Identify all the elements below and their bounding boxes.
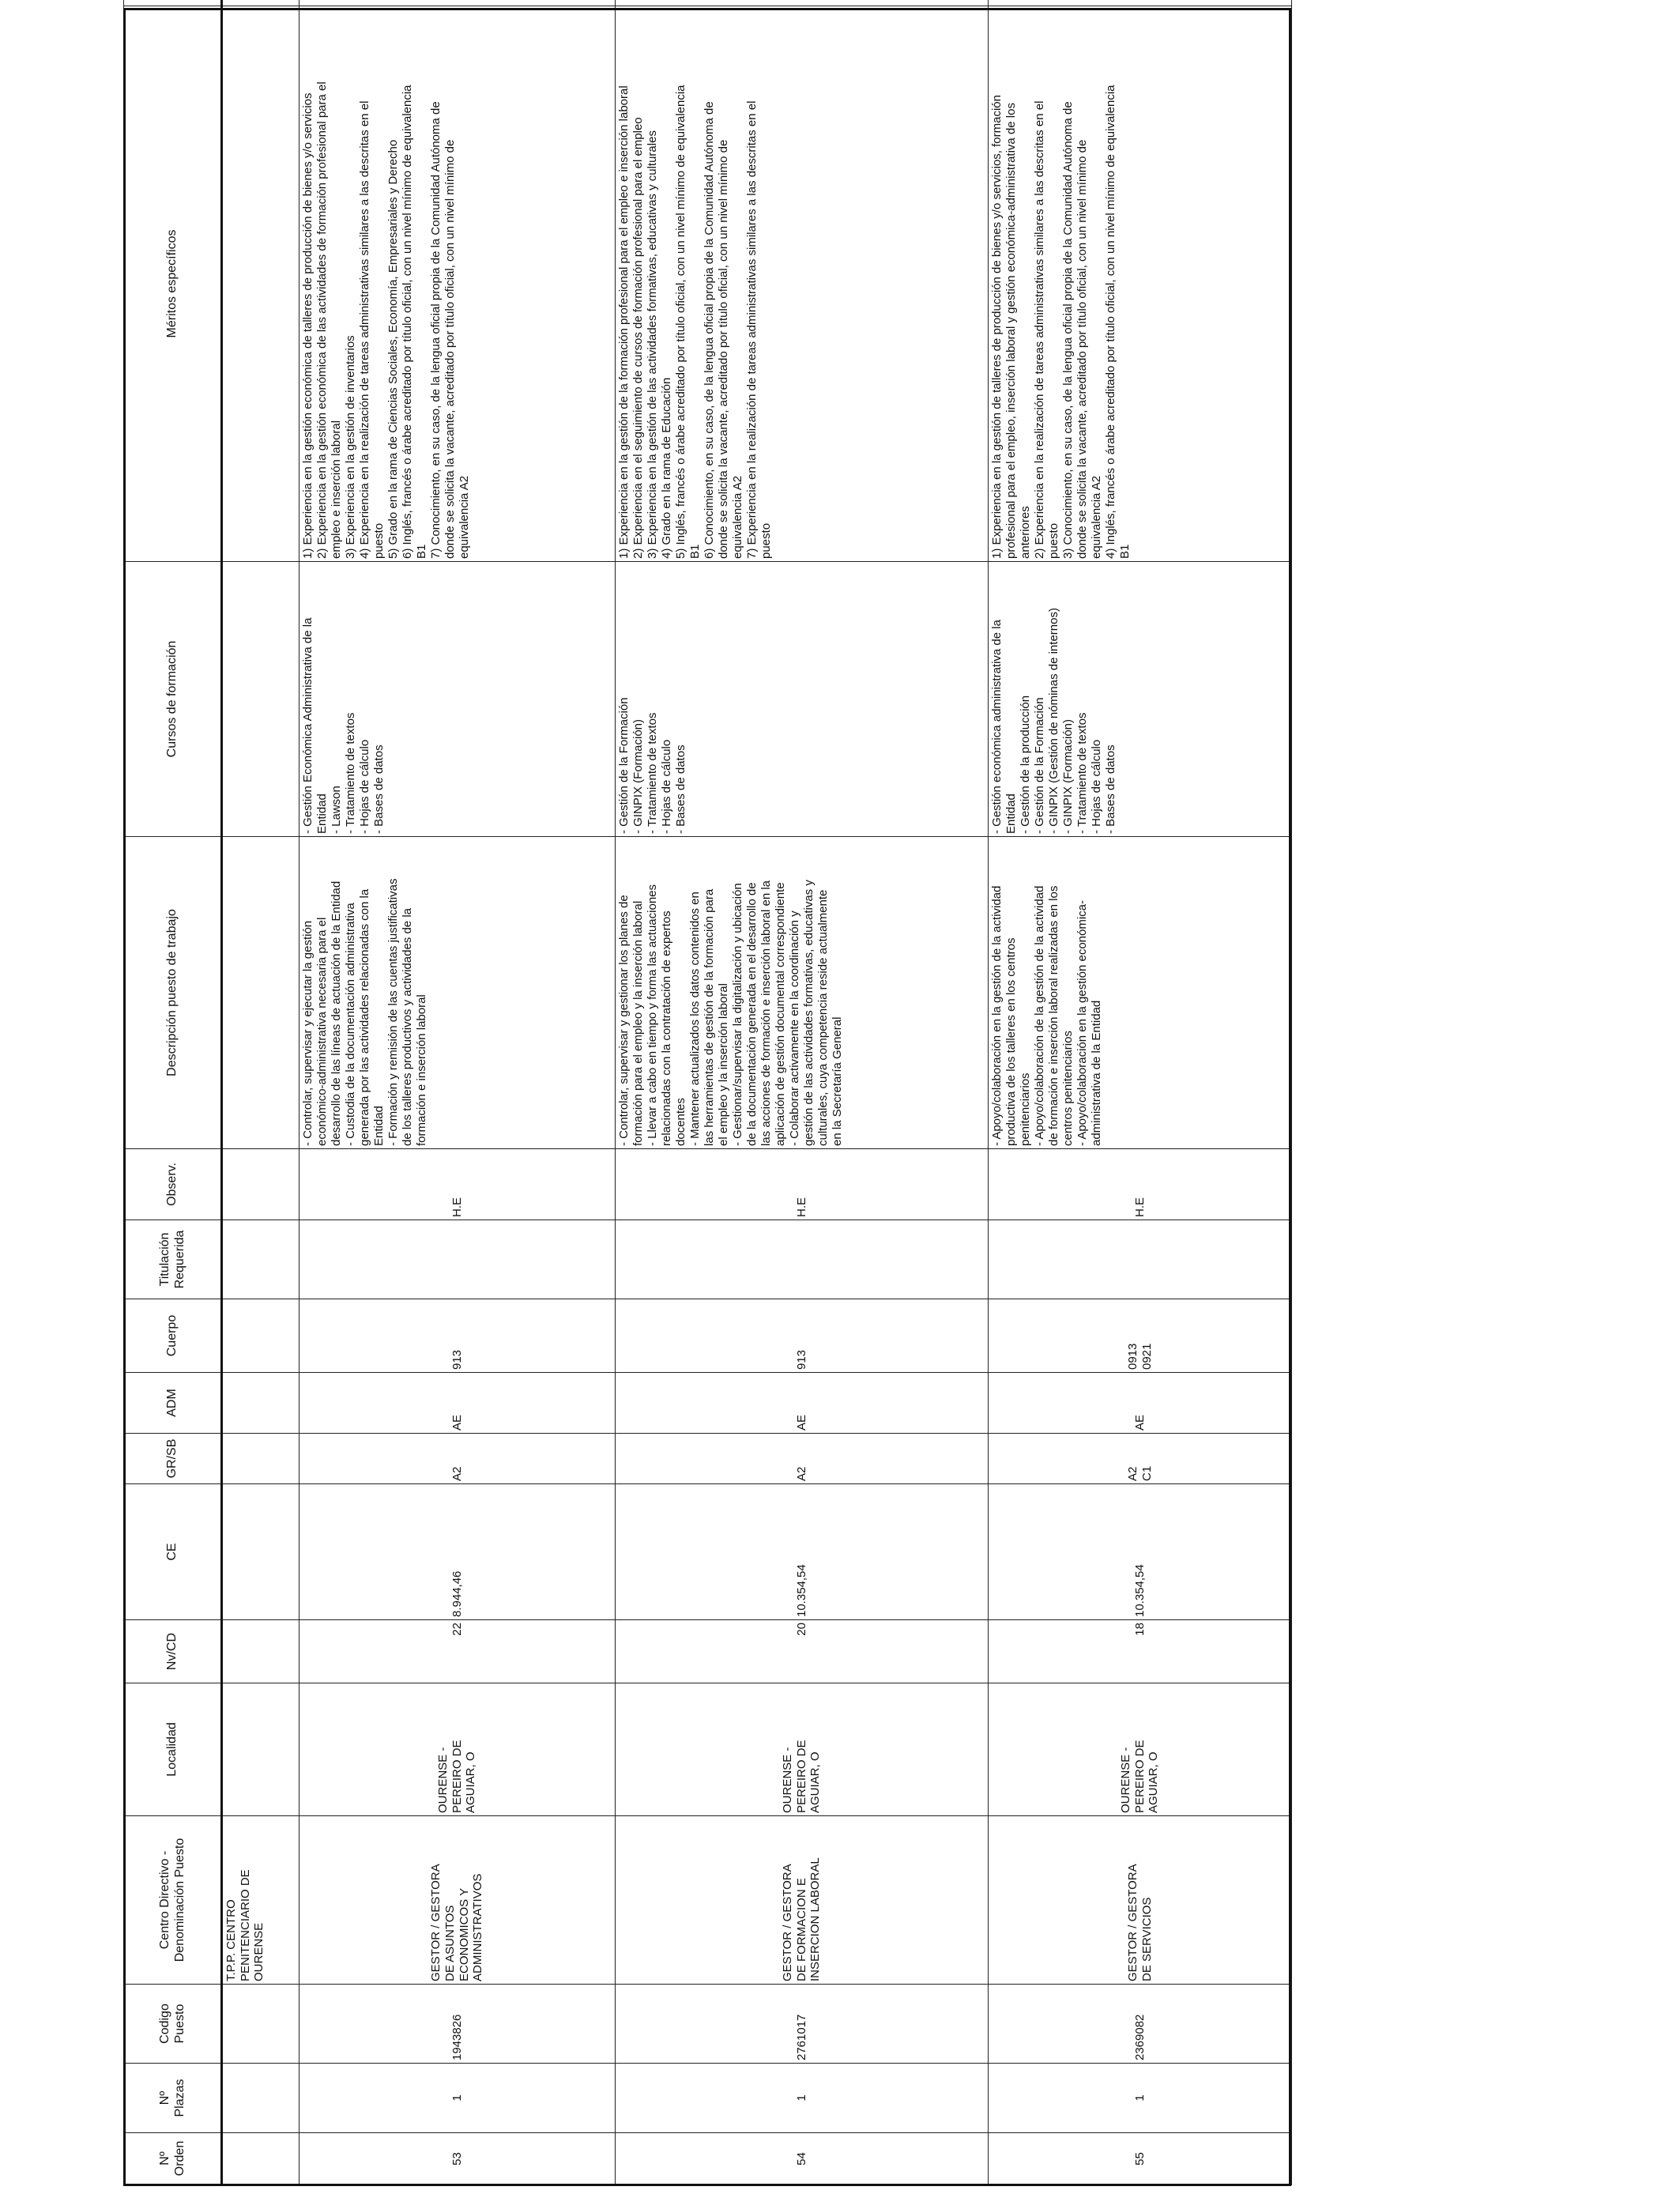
max-score <box>645 0 659 3</box>
max-score <box>770 0 784 3</box>
text-line: donde se solicita la vacante, acreditado por título oficial, con un nivel mínimo de <box>717 139 730 559</box>
text-line: generada por las actividades relacionadas con la <box>358 888 371 1146</box>
text-line: - GINPIX (Formación) <box>631 718 645 834</box>
meritos-cell <box>299 6 616 562</box>
header-max <box>124 0 222 6</box>
text-line: - Tratamiento de textos <box>1075 712 1089 834</box>
ce-cell: 10.354,54 <box>989 1484 1292 1620</box>
header-adm: ADM <box>124 1373 222 1434</box>
max-score <box>1060 0 1074 3</box>
text-line: - Apoyo/colaboración en la gestión de la actividad <box>990 885 1004 1146</box>
table-row <box>989 0 1292 2185</box>
header-ce: CE <box>124 1484 222 1620</box>
text-line: 1) Experiencia en la gestión económica de talleres de producción de bienes y/o servicios <box>301 92 315 559</box>
max-score <box>1045 0 1060 3</box>
plazas-cell: 1 <box>616 2064 989 2133</box>
max-score <box>700 0 714 3</box>
adm-cell: AE <box>989 1373 1292 1434</box>
text-line: - Gestión Económica Administrativa de la <box>301 617 315 834</box>
observ-cell: H.E <box>989 1149 1292 1220</box>
max-score <box>315 0 330 3</box>
text-line: - Hojas de cálculo <box>1090 739 1103 834</box>
max-score <box>631 0 646 3</box>
max-score <box>990 0 1004 3</box>
descripcion-cell <box>616 837 989 1149</box>
max-cell <box>616 0 989 6</box>
text-line: - Bases de datos <box>1104 745 1117 834</box>
plazas-cell: 1 <box>299 2064 616 2133</box>
header-cursos: Cursos de formación <box>124 562 222 837</box>
text-line: 2) Experiencia en la realización de tareas administrativas similares a las descritas en el <box>1033 100 1046 559</box>
text-line: 3) Conocimiento, en su caso, de la lengua oficial propia de la Comunidad Autónoma de <box>1061 101 1075 559</box>
max-score <box>1073 0 1087 3</box>
text-line: 2) Experiencia en el seguimiento de cursos de formación profesional para el empleo <box>631 117 645 559</box>
text-line: 4) Experiencia en la realización de tareas administrativas similares a las descritas en el <box>358 100 371 559</box>
cuerpo-cell: 0913 0921 <box>989 1299 1292 1373</box>
header-meritos: Méritos específicos <box>124 6 222 562</box>
max-score <box>398 0 412 3</box>
max-score <box>1115 0 1129 3</box>
text-line: - Bases de datos <box>372 745 386 834</box>
text-line: - Apoyo/colaboración en la gestión económica- <box>1075 899 1089 1146</box>
text-line: Entidad <box>372 1106 386 1146</box>
grupo-cell: A2 <box>299 1434 616 1484</box>
titulacion-cell <box>989 1220 1292 1299</box>
text-line: 4) Inglés, francés o árabe acreditado por título oficial, con un nivel mínimo de equivalencia <box>1104 85 1117 559</box>
text-line: - Colaborar activamente en la coordinación y <box>788 910 801 1146</box>
text-line: económico-administrativa necesaria para el <box>315 917 329 1146</box>
max-score <box>1004 0 1019 3</box>
text-line: equivalencia A2 <box>731 475 744 559</box>
text-line: administrativa de la Entidad <box>1090 1000 1103 1146</box>
header-observ: Observ. <box>124 1149 222 1220</box>
max-score <box>728 0 742 3</box>
codigo-cell: 2369082 <box>989 1985 1292 2064</box>
text-line: penitenciarios <box>1019 1072 1032 1146</box>
text-line: 6) Inglés, francés o árabe acreditado por título oficial, con un nivel mínimo de equivalencia <box>401 85 414 559</box>
max-score <box>714 0 729 3</box>
max-score <box>687 0 701 3</box>
observ-cell: H.E <box>616 1149 989 1220</box>
ce-cell: 8.944,46 <box>299 1484 616 1620</box>
text-line: B1 <box>415 544 428 559</box>
meritos-cell <box>616 6 989 562</box>
text-line: B1 <box>688 544 702 559</box>
header-plazas: Nº Plazas <box>124 2064 222 2133</box>
text-line: relacionadas con la contratación de expertos <box>660 910 673 1146</box>
text-line: 3) Experiencia en la gestión de inventarios <box>344 335 357 559</box>
header-row <box>124 0 222 2185</box>
text-line: - Hojas de cálculo <box>358 739 371 834</box>
text-line: Entidad <box>315 794 329 834</box>
job-positions-table <box>123 0 1292 2186</box>
text-line: las acciones de formación e inserción laboral en la <box>759 880 773 1146</box>
denominacion-cell: GESTOR / GESTORA DE ASUNTOS ECONOMICOS Y ADMINISTRATIVOS <box>299 1816 616 1985</box>
adm-cell: AE <box>299 1373 616 1434</box>
max-score <box>426 0 440 3</box>
text-line: centros penitenciarios <box>1061 1031 1075 1146</box>
localidad-cell: OURENSE - PEREIRO DE AGUIAR, O <box>616 1683 989 1816</box>
text-line: 1) Experiencia en la gestión de talleres de producción de bienes y/o servicios, formación <box>990 95 1004 559</box>
max-score <box>329 0 343 3</box>
orden-cell: 55 <box>989 2133 1292 2185</box>
max-score <box>617 0 631 3</box>
max-score <box>384 0 398 3</box>
meritos-cell <box>989 6 1292 562</box>
cursos-cell <box>616 562 989 837</box>
cuerpo-cell: 913 <box>299 1299 616 1373</box>
orden-cell: 53 <box>299 2133 616 2185</box>
text-line: el empleo y la inserción laboral <box>717 983 730 1146</box>
localidad-cell: OURENSE - PEREIRO DE AGUIAR, O <box>989 1683 1292 1816</box>
titulacion-cell <box>299 1220 616 1299</box>
text-line: anteriores <box>1019 506 1032 559</box>
max-score <box>301 0 315 3</box>
grupo-cell: A2 <box>616 1434 989 1484</box>
text-line: 7) Conocimiento, en su caso, de la lengua oficial propia de la Comunidad Autónoma de <box>429 101 443 559</box>
text-line: 6) Conocimiento, en su caso, de la lengua oficial propia de la Comunidad Autónoma de <box>703 101 716 559</box>
header-centro: Centro Directivo - Denominación Puesto <box>124 1816 222 1985</box>
adm-cell: AE <box>616 1373 989 1434</box>
text-line: - Bases de datos <box>674 745 687 834</box>
text-line: las herramientas de gestión de la formación para <box>703 888 716 1146</box>
text-line: - GINPIX (Formación) <box>1061 718 1075 834</box>
codigo-cell: 2761017 <box>616 1985 989 2064</box>
max-score <box>659 0 673 3</box>
max-score <box>672 0 687 3</box>
max-score <box>412 0 426 3</box>
text-line: - GINPIX (Gestión de nóminas de internos) <box>1047 608 1060 834</box>
table-row <box>299 0 616 2185</box>
text-line: puesto <box>372 522 386 559</box>
text-line: - Controlar, supervisar y ejecutar la gestión <box>301 920 315 1146</box>
header-titulacion: Titulación Requerida <box>124 1220 222 1299</box>
text-line: - Controlar, supervisar y gestionar los planes de <box>617 895 631 1146</box>
max-score <box>755 0 770 3</box>
max-score <box>1018 0 1032 3</box>
text-line: de la documentación generada en el desarrollo de <box>745 882 759 1146</box>
text-line: de formación e inserción laboral realizadas en los <box>1047 885 1060 1146</box>
text-line: B1 <box>1118 544 1132 559</box>
max-score <box>1087 0 1102 3</box>
text-line: - Tratamiento de textos <box>344 712 357 834</box>
max-score <box>742 0 756 3</box>
text-line: puesto <box>1047 522 1060 559</box>
text-line: equivalencia A2 <box>458 475 471 559</box>
text-line: - Gestión económica administrativa de la <box>990 620 1004 834</box>
text-line: - Lawson <box>330 786 343 834</box>
text-line: en la Secretaría General <box>831 1016 844 1146</box>
text-line: 4) Grado en la rama de Educación <box>660 377 673 559</box>
text-line: empleo e inserción laboral <box>330 420 343 559</box>
cursos-cell <box>989 562 1292 837</box>
header-localidad: Localidad <box>124 1683 222 1816</box>
text-line: 1) Experiencia en la gestión de la formación profesional para el empleo e inserción laboral <box>617 85 631 559</box>
text-line: - Apoyo/colaboración de la gestión de la actividad <box>1033 885 1046 1146</box>
plazas-cell: 1 <box>989 2064 1292 2133</box>
header-orden: Nº Orden <box>124 2133 222 2185</box>
ce-cell: 10.354,54 <box>616 1484 989 1620</box>
text-line: profesional para el empleo, inserción laboral y gestión económica-administrativa de los <box>1004 103 1018 559</box>
text-line: formación para el empleo y la inserción laboral <box>631 900 645 1146</box>
max-cell <box>989 0 1292 6</box>
max-score <box>1101 0 1115 3</box>
max-score <box>1032 0 1046 3</box>
nivel-cell: 22 <box>299 1620 616 1683</box>
text-line: docentes <box>674 1098 687 1146</box>
text-line: gestión de las actividades formativas, educativas y <box>802 880 816 1146</box>
text-line: 5) Grado en la rama de Ciencias Sociales, Economía, Empresariales y Derecho <box>386 139 400 559</box>
text-line: - Custodia de la documentación administrativa <box>344 903 357 1146</box>
nivel-cell: 20 <box>616 1620 989 1683</box>
observ-cell: H.E <box>299 1149 616 1220</box>
text-line: donde se solicita la vacante, acreditado por título oficial, con un nivel mínimo de <box>443 139 457 559</box>
text-line: - Gestión de la Formación <box>617 697 631 834</box>
titulacion-cell <box>616 1220 989 1299</box>
cursos-cell <box>299 562 616 837</box>
text-line: 7) Experiencia en la realización de tareas administrativas similares a las descritas en el <box>745 100 759 559</box>
text-line: - Tratamiento de textos <box>646 712 659 834</box>
header-codigo: Codigo Puesto <box>124 1985 222 2064</box>
cuerpo-cell: 913 <box>616 1299 989 1373</box>
text-line: aplicación de gestión documental correspondiente <box>774 882 787 1146</box>
header-descripcion: Descripción puesto de trabajo <box>124 837 222 1149</box>
text-line: formación e inserción laboral <box>415 994 428 1146</box>
denominacion-cell: GESTOR / GESTORA DE FORMACION E INSERCION LABORAL <box>616 1816 989 1985</box>
nivel-cell: 18 <box>989 1620 1292 1683</box>
header-grupo: GR/SB <box>124 1434 222 1484</box>
localidad-cell: OURENSE - PEREIRO DE AGUIAR, O <box>299 1683 616 1816</box>
header-cuerpo: Cuerpo <box>124 1299 222 1373</box>
text-line: - Gestión de la producción <box>1019 695 1032 834</box>
centro-row <box>222 0 299 2185</box>
text-line: de los talleres productivos y actividades de la <box>401 908 414 1146</box>
max-score <box>439 0 454 3</box>
table-row <box>616 0 989 2185</box>
grupo-cell: A2 C1 <box>989 1434 1292 1484</box>
text-line: donde se solicita la vacante, acreditado por título oficial, con un nivel mínimo de <box>1075 139 1089 559</box>
codigo-cell: 1943826 <box>299 1985 616 2064</box>
text-line: culturales, cuya competencia reside actualmente <box>816 889 830 1146</box>
text-line: - Formación y remisión de las cuentas justificativas <box>386 878 400 1146</box>
max-cell <box>299 0 616 6</box>
text-line: Entidad <box>1004 794 1018 834</box>
header-nivel: Nv/CD <box>124 1620 222 1683</box>
text-line: - Hojas de cálculo <box>660 739 673 834</box>
text-line: productiva de los talleres en los centros <box>1004 937 1018 1146</box>
denominacion-cell: GESTOR / GESTORA DE SERVICIOS <box>989 1816 1292 1985</box>
text-line: puesto <box>759 522 773 559</box>
text-line: - Mantener actualizados los datos contenidos en <box>688 892 702 1146</box>
text-line: - Gestionar/supervisar la digitalización y ubicación <box>731 883 744 1146</box>
text-line: equivalencia A2 <box>1090 475 1103 559</box>
descripcion-cell <box>299 837 616 1149</box>
text-line: 2) Experiencia en la gestión económica de las actividades de formación profesional para el <box>315 81 329 559</box>
max-score <box>343 0 357 3</box>
text-line: - Llevar a cabo en tiempo y forma las actuaciones <box>646 884 659 1146</box>
centro-name: T.P.P. CENTRO PENITENCIARIO DE OURENSE <box>222 1816 299 1985</box>
text-line: - Gestión de la Formación <box>1033 697 1046 834</box>
max-score <box>356 0 371 3</box>
max-score <box>371 0 385 3</box>
orden-cell: 54 <box>616 2133 989 2185</box>
text-line: desarrollo de las líneas de actuación de la Entidad <box>330 880 343 1146</box>
text-line: 3) Experiencia en la gestión de las actividades formativas, educativas y culturales <box>646 130 659 559</box>
descripcion-cell <box>989 837 1292 1149</box>
text-line: 5) Inglés, francés o árabe acreditado por título oficial, con un nivel mínimo de equivalencia <box>674 85 687 559</box>
